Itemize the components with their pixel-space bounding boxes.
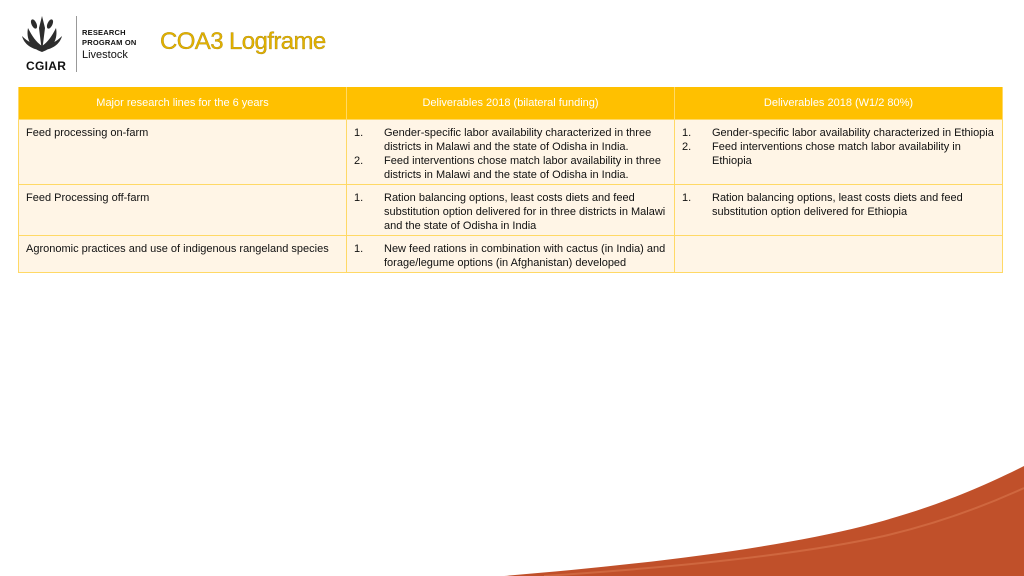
item-number: 1. [354,243,364,255]
program-line-3: Livestock [82,49,128,61]
item-text: Gender-specific labor availability characterized in three districts in Malawi and the state of Odisha in India. [384,127,652,153]
table-row [19,185,1003,236]
list-item [354,154,667,182]
table-header-row [19,87,1003,120]
list-item [682,191,995,219]
research-line-cell: Agronomic practices and use of indigenous rangeland species [19,236,347,273]
item-text: Gender-specific labor availability characterized in Ethiopia [712,127,994,139]
bilateral-cell [347,185,675,236]
list-item [682,140,995,168]
research-line-cell: Feed Processing off-farm [19,185,347,236]
deliverable-list [682,126,995,168]
item-text: Ration balancing options, least costs diets and feed substitution option delivered for Ethiopia [712,192,963,218]
table-row [19,236,1003,273]
item-number: 2. [682,141,692,153]
bilateral-cell [347,236,675,273]
item-number: 1. [354,127,364,139]
program-line-2: PROGRAM ON [82,38,137,47]
logframe-table-container [18,87,1002,273]
cgiar-livestock-logo [20,14,150,74]
deliverable-list [682,191,995,219]
item-text: New feed rations in combination with cactus (in India) and forage/legume options (in Afghanistan) developed [384,243,666,269]
w12-cell [675,185,1003,236]
deliverable-list [354,242,667,270]
bilateral-cell [347,120,675,185]
table-row [19,120,1003,185]
item-number: 1. [682,127,692,139]
w12-cell-empty [675,236,1003,273]
item-text: Ration balancing options, least costs diets and feed substitution option delivered for in three districts in Malawi and the state of Odisha in India [384,192,666,232]
header-w12: Deliverables 2018 (W1/2 80%) [675,87,1003,120]
item-text: Feed interventions chose match labor availability in three districts in Malawi and the state of Odisha in India. [384,155,661,181]
list-item [354,191,667,233]
header-research-lines: Major research lines for the 6 years [19,87,347,120]
header-bilateral: Deliverables 2018 (bilateral funding) [347,87,675,120]
research-line-cell: Feed processing on-farm [19,120,347,185]
list-item [354,126,667,154]
logo-divider [76,16,77,72]
page-title: COA3 Logframe [160,28,326,55]
list-item [682,126,995,140]
logframe-table [18,87,1003,273]
deliverable-list [354,126,667,182]
cgiar-wordmark: CGIAR [26,59,67,73]
wheat-logo-icon [20,14,66,56]
deliverable-list [354,191,667,233]
w12-cell [675,120,1003,185]
program-line-1: RESEARCH [82,28,126,37]
item-number: 1. [354,192,364,204]
item-number: 2. [354,155,364,167]
program-name [82,28,137,60]
item-text: Feed interventions chose match labor availability in Ethiopia [712,141,961,167]
item-number: 1. [682,192,692,204]
list-item [354,242,667,270]
decorative-wave [504,456,1024,576]
